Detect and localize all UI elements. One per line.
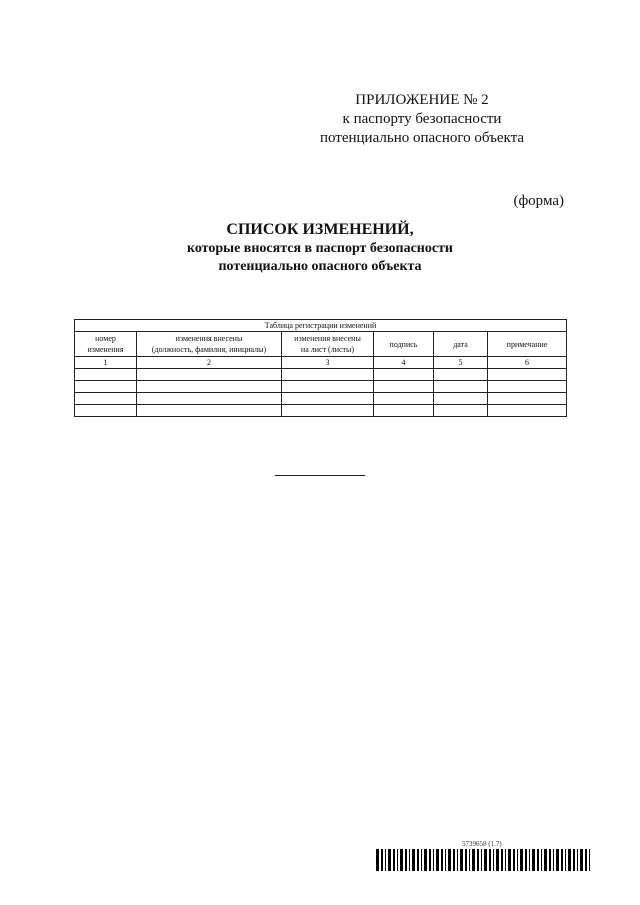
barcode-bar [489,849,491,871]
document-title [0,220,640,276]
barcode-bar [493,849,494,871]
barcode-bar [537,849,539,871]
barcode-bar [388,849,391,871]
barcode-bar [484,849,487,871]
column-number: 5 [434,357,488,369]
table-row [75,381,567,393]
barcode-bar [453,849,455,871]
table-cell [488,405,567,417]
barcode-bar [409,849,410,871]
table-cell [75,369,137,381]
barcode-bar [517,849,518,871]
appendix-number: ПРИЛОЖЕНИЕ № 2 [355,92,489,108]
table-cell [434,381,488,393]
table-cell [488,369,567,381]
table-cell [282,393,374,405]
barcode-bar [457,849,458,871]
header-date: дата [434,332,488,357]
barcode-bar [412,849,415,871]
barcode-bar [472,849,475,871]
barcode-bar [589,849,590,871]
barcode [376,849,590,871]
barcode-bar [441,849,443,871]
header-made-by-l1: изменения внесены [175,334,243,343]
header-made-by [137,332,282,357]
table-cell [374,405,434,417]
barcode-bar [405,849,407,871]
appendix-ref-line2: потенциально опасного объекта [319,130,525,146]
column-number: 3 [282,357,374,369]
barcode-bar [481,849,482,871]
barcode-bar [393,849,395,871]
table-column-numbers-row [75,357,567,369]
barcode-bar [424,849,427,871]
barcode-bar [436,849,439,871]
column-number: 2 [137,357,282,369]
table-cell [282,369,374,381]
barcode-bar [513,849,515,871]
barcode-bar [549,849,551,871]
barcode-bar [421,849,422,871]
table-cell [434,369,488,381]
barcode-bar [460,849,463,871]
barcode-bar [445,849,446,871]
table-cell [374,393,434,405]
barcode-bar [400,849,403,871]
barcode-bar [573,849,575,871]
barcode-bar [465,849,467,871]
barcode-bar [448,849,451,871]
barcode-bar [553,849,554,871]
barcode-bar [376,849,379,871]
table-cell [137,381,282,393]
barcode-bar [477,849,479,871]
change-registration-table [74,319,567,417]
header-note: примечание [488,332,567,357]
barcode-bar [525,849,527,871]
barcode-bar [381,849,383,871]
table-row [75,393,567,405]
barcode-bar [469,849,470,871]
barcode-bar [429,849,431,871]
table-cell [282,381,374,393]
table-cell [434,393,488,405]
barcode-bar [529,849,530,871]
barcode-bar [580,849,583,871]
table-cell [374,369,434,381]
appendix-ref-line1: к паспорту безопасности [342,111,502,127]
end-rule [275,475,365,476]
header-change-number [75,332,137,357]
table-cell [75,393,137,405]
barcode-bar [508,849,511,871]
barcode-bar [556,849,559,871]
header-change-number-l2: изменения [87,345,124,354]
barcode-bar [505,849,506,871]
barcode-bar [565,849,566,871]
table-cell [282,405,374,417]
table-cell [488,381,567,393]
table-cell [434,405,488,417]
barcode-bar [496,849,499,871]
barcode-bar [532,849,535,871]
barcode-bar [501,849,503,871]
barcode-bar [433,849,434,871]
table-cell [137,369,282,381]
barcode-bar [417,849,419,871]
column-number: 1 [75,357,137,369]
table-header-row [75,332,567,357]
header-made-by-l2: (должность, фамилия, инициалы) [151,345,267,354]
header-sheets-l1: изменения внесены [294,334,361,343]
table-cell [488,393,567,405]
table-cell [137,405,282,417]
table-cell [75,405,137,417]
form-note: (форма) [513,193,564,209]
barcode-bar [577,849,578,871]
appendix-heading [292,91,552,148]
barcode-bar [561,849,563,871]
barcode-id: 5739658 (1.7) [462,840,502,848]
header-change-number-l1: номер [95,334,116,343]
table-row [75,369,567,381]
table-cell [75,381,137,393]
header-sheets-l2: на лист (листы) [300,345,355,354]
barcode-bar [541,849,542,871]
barcode-bar [585,849,587,871]
title-line3: потенциально опасного объекта [218,259,422,274]
barcode-bar [385,849,386,871]
title-main: СПИСОК ИЗМЕНЕНИЙ, [226,221,414,238]
header-sheets [282,332,374,357]
barcode-bar [520,849,523,871]
barcode-bar [568,849,571,871]
table-cell [374,381,434,393]
header-signature: подпись [374,332,434,357]
table-cell [137,393,282,405]
column-number: 4 [374,357,434,369]
title-line2: которые вносятся в паспорт безопасности [186,241,454,256]
table-caption: Таблица регистрации изменений [75,320,567,332]
column-number: 6 [488,357,567,369]
barcode-bar [544,849,547,871]
table-row [75,405,567,417]
barcode-bar [397,849,398,871]
